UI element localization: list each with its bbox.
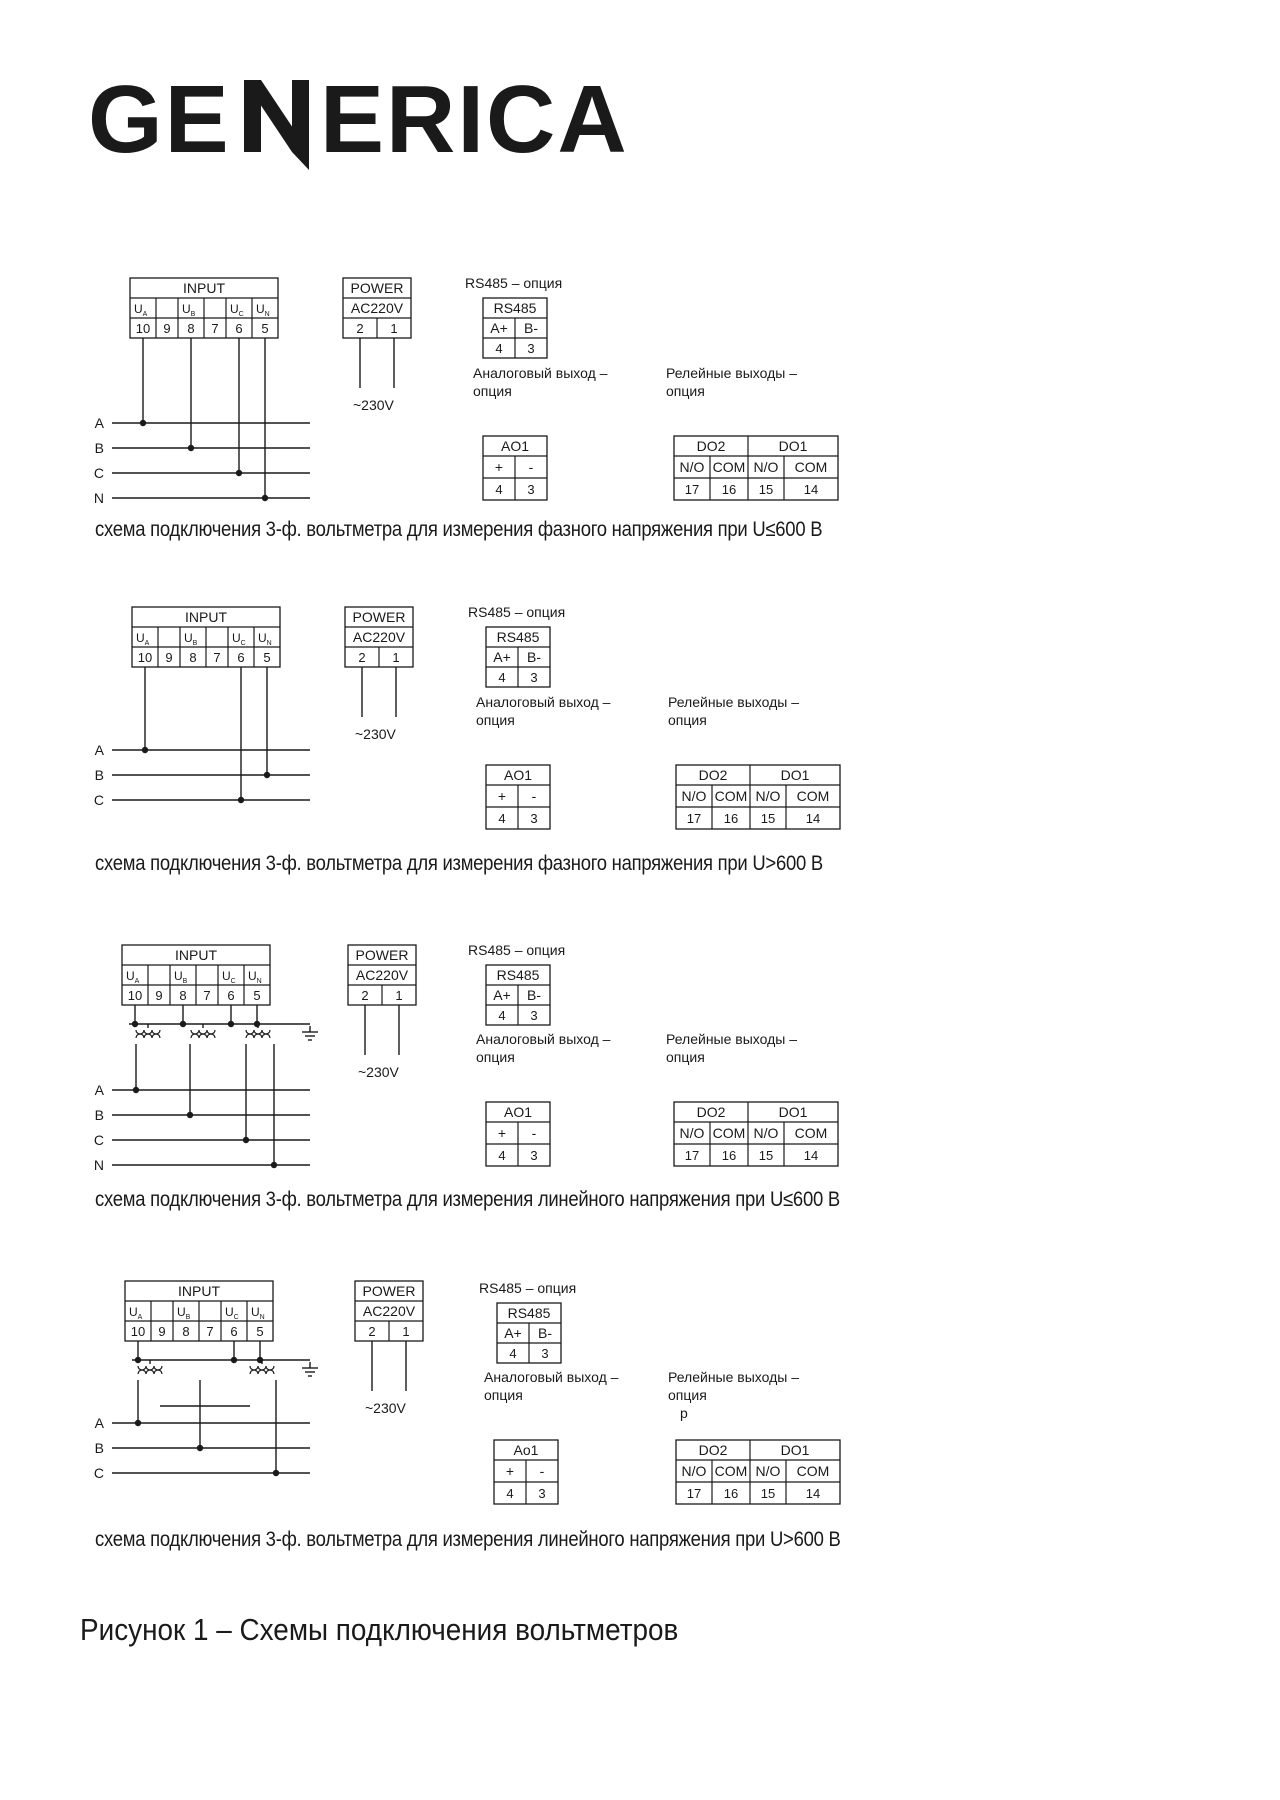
input-header-u: $U_B$ <box>177 1305 191 1321</box>
input-header-sub: C <box>240 640 246 647</box>
do-terminal-17: 17 <box>684 1148 700 1163</box>
do-pin-no: N/O <box>753 459 779 475</box>
phase-label-b: B <box>94 767 104 783</box>
junction-dot <box>231 1357 237 1363</box>
do-terminal-16: 16 <box>723 811 739 826</box>
power-terminal-2: 2 <box>361 988 369 1003</box>
input-terminal-8: 8 <box>187 321 195 336</box>
ao-pin-minus: - <box>539 1463 545 1479</box>
input-terminal-5: 5 <box>263 650 271 665</box>
do-pin-no: N/O <box>679 1125 705 1141</box>
ao-terminal-4: 4 <box>498 811 506 826</box>
svg-text:ERICA: ERICA <box>320 68 629 173</box>
do-terminal-14: 14 <box>805 1486 821 1501</box>
input-terminal-8: 8 <box>182 1324 190 1339</box>
ao-pin-minus: - <box>531 1125 537 1141</box>
ao-pin-plus: + <box>497 788 507 804</box>
rs485-terminal-4: 4 <box>498 1008 506 1023</box>
input-header-u: $U_C$ <box>230 302 244 318</box>
input-terminal-5: 5 <box>253 988 261 1003</box>
input-header-sub: N <box>266 640 272 647</box>
do-pin-com: COM <box>794 459 828 475</box>
do2-title: DO2 <box>698 767 728 783</box>
analog-note-option: опция <box>473 383 512 399</box>
input-header-sub: C <box>238 311 244 318</box>
generica-logo <box>88 68 668 178</box>
relay-note: Релейные выходы – <box>666 365 798 381</box>
input-header-u: $U_A$ <box>126 969 140 985</box>
ao-terminal-3: 3 <box>527 482 535 497</box>
input-title: INPUT <box>183 280 225 296</box>
caption-3: схема подключения 3-ф. вольтметра для измерения линейного напряжения при U≤600 В <box>95 1188 840 1211</box>
input-header-u: $U_A$ <box>136 631 150 647</box>
junction-dot <box>132 1021 138 1027</box>
ao-pin-minus: - <box>531 788 537 804</box>
do-pin-com: COM <box>794 1125 828 1141</box>
rs485-terminal-3: 3 <box>527 341 535 356</box>
analog-note-option: опция <box>484 1387 523 1403</box>
rs485-terminal-3: 3 <box>530 670 538 685</box>
ao-pin-plus: + <box>505 1463 515 1479</box>
do-pin-com: COM <box>796 1463 830 1479</box>
rs485-terminal-3: 3 <box>530 1008 538 1023</box>
input-terminal-6: 6 <box>237 650 245 665</box>
input-header-u: $U_N$ <box>258 631 272 647</box>
do1-title: DO1 <box>780 1442 810 1458</box>
relay-note-extra: p <box>680 1405 688 1421</box>
do-pin-com: COM <box>712 459 746 475</box>
input-header-u: $U_A$ <box>134 302 148 318</box>
input-terminal-10: 10 <box>135 321 151 336</box>
input-terminal-9: 9 <box>165 650 173 665</box>
power-terminal-2: 2 <box>358 650 366 665</box>
ao-terminal-3: 3 <box>530 1148 538 1163</box>
relay-note-option: опция <box>668 1387 707 1403</box>
analog-note-option: опция <box>476 712 515 728</box>
input-terminal-7: 7 <box>203 988 211 1003</box>
input-terminal-6: 6 <box>230 1324 238 1339</box>
phase-label-c: C <box>93 792 104 808</box>
input-header-sub: A <box>134 978 140 985</box>
ao-terminal-3: 3 <box>538 1486 546 1501</box>
do-pin-no: N/O <box>753 1125 779 1141</box>
do-terminal-15: 15 <box>760 811 776 826</box>
do-pin-no: N/O <box>681 788 707 804</box>
ao-terminal-4: 4 <box>498 1148 506 1163</box>
transformer-coil <box>250 1370 274 1374</box>
input-header-u: $U_A$ <box>129 1305 143 1321</box>
power-title: POWER <box>355 947 409 963</box>
power-title: POWER <box>362 1283 416 1299</box>
junction-dot <box>135 1357 141 1363</box>
rs485-note: RS485 – опция <box>479 1280 577 1296</box>
power-title: POWER <box>352 609 406 625</box>
junction-dot <box>188 445 194 451</box>
power-title: POWER <box>350 280 404 296</box>
rs485-note: RS485 – опция <box>465 275 563 291</box>
input-header-u: $U_B$ <box>184 631 198 647</box>
phase-label-c: C <box>93 1465 104 1481</box>
do1-title: DO1 <box>780 767 810 783</box>
do2-title: DO2 <box>698 1442 728 1458</box>
phase-label-b: B <box>94 1440 104 1456</box>
rs485-pin-a: A+ <box>493 987 511 1003</box>
input-header-u: $U_B$ <box>174 969 188 985</box>
rs485-title: RS485 <box>496 967 540 983</box>
power-terminal-2: 2 <box>368 1324 376 1339</box>
ao-pin-plus: + <box>497 1125 507 1141</box>
analog-note-option: опция <box>476 1049 515 1065</box>
rs485-pin-a: A+ <box>504 1325 522 1341</box>
input-header-sub: B <box>192 640 198 647</box>
power-voltage: AC220V <box>352 629 406 645</box>
input-terminal-9: 9 <box>158 1324 166 1339</box>
do-terminal-16: 16 <box>721 482 737 497</box>
do1-title: DO1 <box>778 1104 808 1120</box>
input-header-sub: B <box>185 1314 191 1321</box>
junction-dot <box>142 747 148 753</box>
do-terminal-14: 14 <box>805 811 821 826</box>
input-terminal-8: 8 <box>179 988 187 1003</box>
phase-label-a: A <box>94 1082 104 1098</box>
do-terminal-15: 15 <box>760 1486 776 1501</box>
rs485-title: RS485 <box>507 1305 551 1321</box>
junction-dot <box>243 1137 249 1143</box>
do-terminal-15: 15 <box>758 1148 774 1163</box>
rs485-terminal-4: 4 <box>498 670 506 685</box>
do-pin-no: N/O <box>681 1463 707 1479</box>
input-terminal-10: 10 <box>127 988 143 1003</box>
do-pin-no: N/O <box>679 459 705 475</box>
input-header-sub: N <box>256 978 262 985</box>
do-pin-com: COM <box>714 1463 748 1479</box>
input-header-u: $U_N$ <box>251 1305 265 1321</box>
input-header-u: $U_B$ <box>182 302 196 318</box>
logo-n-mark <box>244 80 309 170</box>
figure-caption: Рисунок 1 – Схемы подключения вольтметров <box>80 1612 679 1647</box>
power-supply-label: ~230V <box>365 1400 406 1416</box>
relay-note-option: опция <box>668 712 707 728</box>
input-terminal-5: 5 <box>261 321 269 336</box>
input-header-sub: N <box>264 311 270 318</box>
input-header-sub: C <box>230 978 236 985</box>
analog-note: Аналоговый выход – <box>473 365 608 381</box>
input-title: INPUT <box>175 947 217 963</box>
junction-dot <box>228 1021 234 1027</box>
input-terminal-10: 10 <box>130 1324 146 1339</box>
relay-note: Релейные выходы – <box>668 1369 800 1385</box>
junction-dot <box>254 1021 260 1027</box>
power-voltage: AC220V <box>355 967 409 983</box>
rs485-pin-b: B- <box>527 649 541 665</box>
do-pin-com: COM <box>796 788 830 804</box>
junction-dot <box>180 1021 186 1027</box>
power-terminal-1: 1 <box>390 321 398 336</box>
input-terminal-7: 7 <box>211 321 219 336</box>
do-terminal-17: 17 <box>686 811 702 826</box>
input-header-u: $U_N$ <box>256 302 270 318</box>
do-terminal-16: 16 <box>723 1486 739 1501</box>
input-header-sub: A <box>137 1314 143 1321</box>
transformer-coil <box>246 1034 270 1038</box>
transformer-coil <box>136 1034 160 1038</box>
phase-label-b: B <box>94 1107 104 1123</box>
rs485-pin-a: A+ <box>490 320 508 336</box>
rs485-title: RS485 <box>496 629 540 645</box>
caption-2: схема подключения 3-ф. вольтметра для измерения фазного напряжения при U>600 В <box>95 852 823 875</box>
ao-terminal-4: 4 <box>495 482 503 497</box>
ao-title: AO1 <box>503 767 533 783</box>
do-terminal-14: 14 <box>803 1148 819 1163</box>
rs485-pin-a: A+ <box>493 649 511 665</box>
rs485-terminal-4: 4 <box>495 341 503 356</box>
rs485-title: RS485 <box>493 300 537 316</box>
do-pin-com: COM <box>712 1125 746 1141</box>
input-terminal-9: 9 <box>163 321 171 336</box>
power-supply-label: ~230V <box>355 726 396 742</box>
junction-dot <box>273 1470 279 1476</box>
input-terminal-5: 5 <box>256 1324 264 1339</box>
input-header-sub: B <box>190 311 196 318</box>
junction-dot <box>133 1087 139 1093</box>
rs485-terminal-3: 3 <box>541 1346 549 1361</box>
rs485-terminal-4: 4 <box>509 1346 517 1361</box>
power-terminal-1: 1 <box>402 1324 410 1339</box>
ao-title: Ao1 <box>513 1442 539 1458</box>
input-header-sub: A <box>144 640 150 647</box>
power-terminal-1: 1 <box>392 650 400 665</box>
relay-note: Релейные выходы – <box>668 694 800 710</box>
do-terminal-15: 15 <box>758 482 774 497</box>
junction-dot <box>197 1445 203 1451</box>
phase-label-b: B <box>94 440 104 456</box>
rs485-pin-b: B- <box>524 320 538 336</box>
power-voltage: AC220V <box>362 1303 416 1319</box>
input-title: INPUT <box>185 609 227 625</box>
input-terminal-9: 9 <box>155 988 163 1003</box>
input-header-sub: C <box>233 1314 239 1321</box>
transformer-coil <box>138 1370 162 1374</box>
junction-dot <box>264 772 270 778</box>
do-pin-no: N/O <box>755 788 781 804</box>
analog-note: Аналоговый выход – <box>476 1031 611 1047</box>
do-terminal-17: 17 <box>686 1486 702 1501</box>
input-terminal-7: 7 <box>213 650 221 665</box>
phase-label-c: C <box>93 1132 104 1148</box>
input-title: INPUT <box>178 1283 220 1299</box>
do-pin-com: COM <box>714 788 748 804</box>
junction-dot <box>187 1112 193 1118</box>
brand-logo <box>88 68 668 183</box>
analog-note: Аналоговый выход – <box>476 694 611 710</box>
junction-dot <box>236 470 242 476</box>
transformer-coil <box>191 1034 215 1038</box>
do-terminal-16: 16 <box>721 1148 737 1163</box>
power-terminal-2: 2 <box>356 321 364 336</box>
caption-4: схема подключения 3-ф. вольтметра для измерения линейного напряжения при U>600 В <box>95 1528 841 1551</box>
do-terminal-17: 17 <box>684 482 700 497</box>
phase-label-a: A <box>94 742 104 758</box>
relay-note-option: опция <box>666 383 705 399</box>
do2-title: DO2 <box>696 1104 726 1120</box>
phase-label-a: A <box>94 1415 104 1431</box>
ao-pin-plus: + <box>494 459 504 475</box>
do-terminal-14: 14 <box>803 482 819 497</box>
ao-terminal-3: 3 <box>530 811 538 826</box>
relay-note-option: опция <box>666 1049 705 1065</box>
input-header-sub: N <box>259 1314 265 1321</box>
input-terminal-6: 6 <box>227 988 235 1003</box>
power-voltage: AC220V <box>350 300 404 316</box>
ao-pin-minus: - <box>528 459 534 475</box>
rs485-pin-b: B- <box>527 987 541 1003</box>
input-terminal-6: 6 <box>235 321 243 336</box>
input-terminal-7: 7 <box>206 1324 214 1339</box>
relay-note: Релейные выходы – <box>666 1031 798 1047</box>
power-supply-label: ~230V <box>358 1064 399 1080</box>
input-header-u: $U_C$ <box>222 969 236 985</box>
input-header-u: $U_C$ <box>225 1305 239 1321</box>
ao-title: AO1 <box>503 1104 533 1120</box>
phase-label-n: N <box>93 490 104 506</box>
junction-dot <box>140 420 146 426</box>
power-terminal-1: 1 <box>395 988 403 1003</box>
phase-label-n: N <box>93 1157 104 1173</box>
input-header-sub: B <box>182 978 188 985</box>
rs485-note: RS485 – опция <box>468 942 566 958</box>
rs485-pin-b: B- <box>538 1325 552 1341</box>
do1-title: DO1 <box>778 438 808 454</box>
caption-1: схема подключения 3-ф. вольтметра для измерения фазного напряжения при U≤600 В <box>95 518 823 541</box>
phase-label-a: A <box>94 415 104 431</box>
analog-note: Аналоговый выход – <box>484 1369 619 1385</box>
ao-title: AO1 <box>500 438 530 454</box>
do2-title: DO2 <box>696 438 726 454</box>
junction-dot <box>262 495 268 501</box>
do-pin-no: N/O <box>755 1463 781 1479</box>
junction-dot <box>271 1162 277 1168</box>
junction-dot <box>238 797 244 803</box>
junction-dot <box>135 1420 141 1426</box>
ao-terminal-4: 4 <box>506 1486 514 1501</box>
input-header-u: $U_C$ <box>232 631 246 647</box>
power-supply-label: ~230V <box>353 397 394 413</box>
svg-text:GE: GE <box>88 68 231 173</box>
phase-label-c: C <box>93 465 104 481</box>
input-header-u: $U_N$ <box>248 969 262 985</box>
rs485-note: RS485 – опция <box>468 604 566 620</box>
input-terminal-10: 10 <box>137 650 153 665</box>
input-terminal-8: 8 <box>189 650 197 665</box>
input-header-sub: A <box>142 311 148 318</box>
